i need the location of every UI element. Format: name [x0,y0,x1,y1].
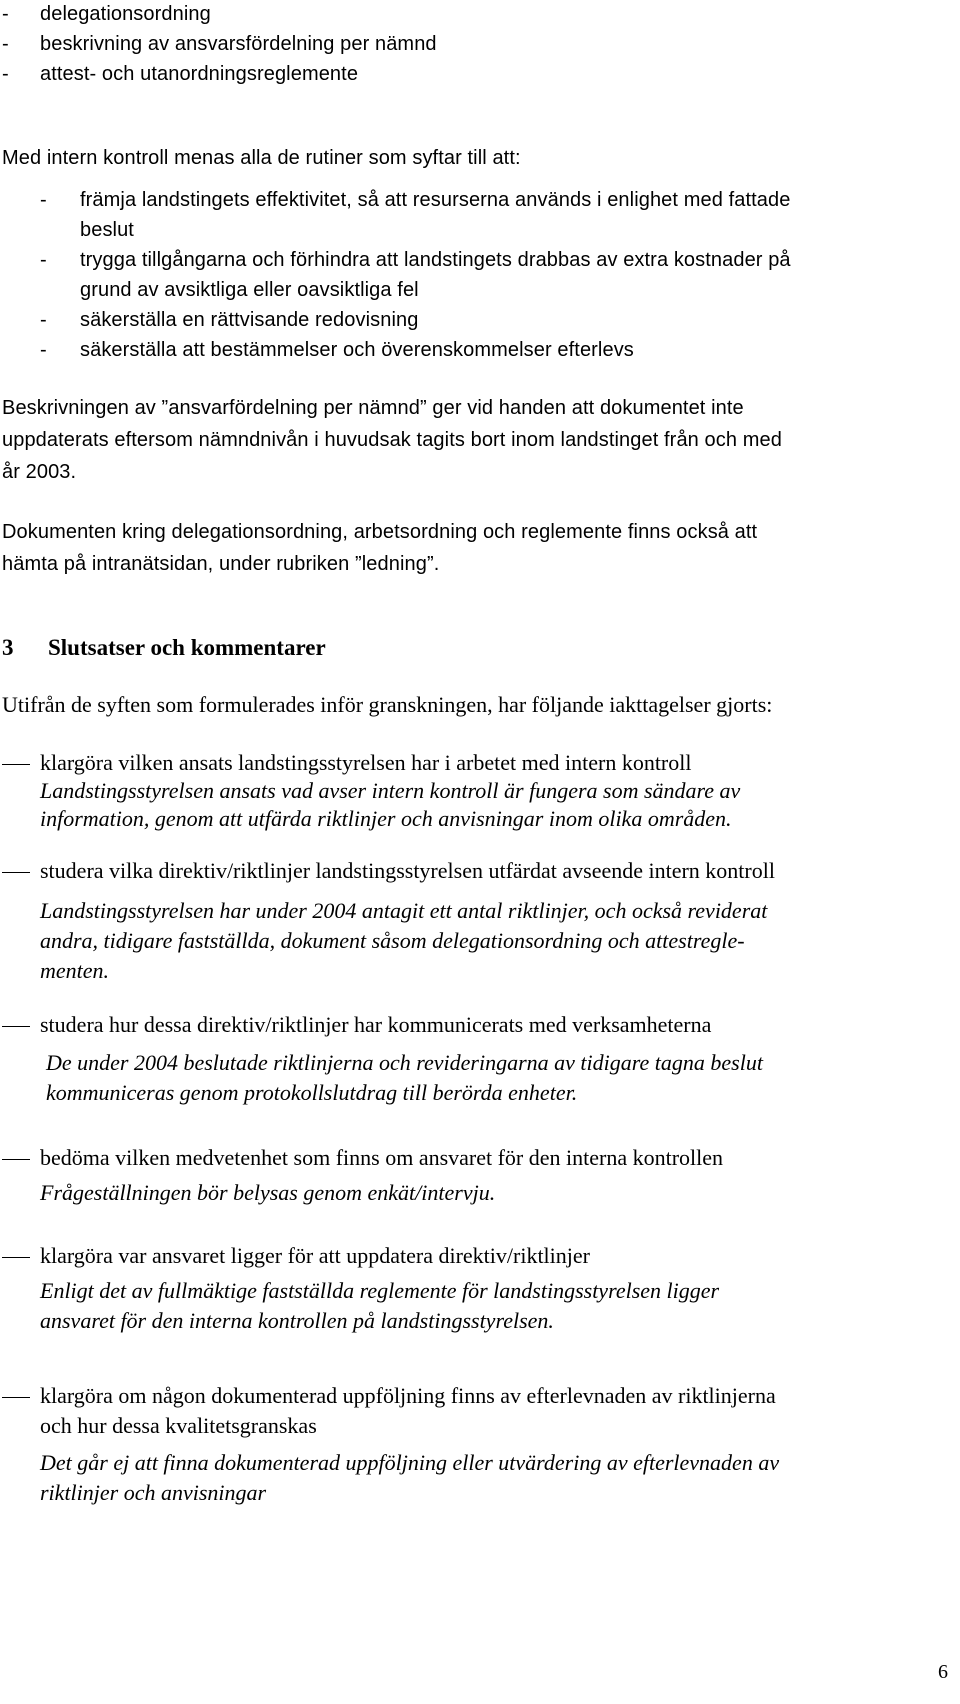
finding-answer: ansvaret för den interna kontrollen på landstingsstyrelsen. [40,1308,554,1333]
finding-answer: information, genom att utfärda riktlinjer och anvisningar inom olika områden. [40,806,732,831]
finding-answer: Frågeställningen bör belysas genom enkät/intervju. [40,1180,496,1205]
finding-answer: Landstingsstyrelsen har under 2004 antagit ett antal riktlinjer, och också reviderat [40,898,768,923]
finding-question: och hur dessa kvalitetsgranskas [40,1413,317,1438]
finding-question: bedöma vilken medvetenhet som finns om ansvaret för den interna kontrollen [40,1145,724,1170]
list-dash: - [2,33,9,55]
finding-question: klargöra om någon dokumenterad uppföljning finns av efterlevnaden av riktlinjerna [40,1383,776,1408]
paragraph-line: uppdaterats eftersom nämndnivån i huvudsak tagits bort inom landstinget från och med [2,429,782,451]
finding-answer: riktlinjer och anvisningar [40,1480,267,1505]
list-dash: - [40,309,47,331]
list-dash: - [40,339,47,361]
finding-answer: kommuniceras genom protokollslutdrag till berörda enheter. [46,1080,578,1105]
list-dash: - [2,3,9,25]
section-intro: Utifrån de syften som formulerades inför granskningen, har följande iakttagelser gjorts: [2,692,773,717]
page-number: 6 [938,1661,948,1683]
list-dash: - [2,63,9,85]
em-dash-bullet [2,872,30,873]
paragraph-line: Dokumenten kring delegationsordning, arbetsordning och reglemente finns också att [2,521,758,543]
paragraph-line: år 2003. [2,461,77,483]
section-number: 3 [2,635,14,660]
section-title: Slutsatser och kommentarer [48,635,326,660]
em-dash-bullet [2,1397,30,1398]
paragraph-line: Beskrivningen av ”ansvarfördelning per nämnd” ger vid handen att dokumentet inte [2,397,744,419]
list-item-continued: grund av avsiktliga eller oavsiktliga fel [80,279,419,301]
finding-answer: andra, tidigare fastställda, dokument såsom delegationsordning och attestregle- [40,928,745,953]
list-item: delegationsordning [40,3,211,25]
finding-answer: Landstingsstyrelsen ansats vad avser intern kontroll är fungera som sändare av [40,778,741,803]
list-item: trygga tillgångarna och förhindra att landstingets drabbas av extra kostnader på [80,249,791,271]
finding-question: studera hur dessa direktiv/riktlinjer har kommunicerats med verksamheterna [40,1012,712,1037]
paragraph-line: hämta på intranätsidan, under rubriken ”ledning”. [2,553,440,575]
list-dash: - [40,249,47,271]
list-dash: - [40,189,47,211]
finding-question: klargöra vilken ansats landstingsstyrelsen har i arbetet med intern kontroll [40,750,692,775]
list-item-continued: beslut [80,219,134,241]
finding-answer: De under 2004 beslutade riktlinjerna och revideringarna av tidigare tagna beslut [46,1050,763,1075]
finding-answer: Det går ej att finna dokumenterad uppföljning eller utvärdering av efterlevnaden av [40,1450,780,1475]
purpose-intro: Med intern kontroll menas alla de rutiner som syftar till att: [2,147,521,169]
em-dash-bullet [2,1159,30,1160]
finding-question: klargöra var ansvaret ligger för att uppdatera direktiv/riktlinjer [40,1243,590,1268]
list-item: beskrivning av ansvarsfördelning per nämnd [40,33,437,55]
finding-answer: menten. [40,958,110,983]
em-dash-bullet [2,1026,30,1027]
list-item: säkerställa en rättvisande redovisning [80,309,419,331]
list-item: attest- och utanordningsreglemente [40,63,359,85]
finding-question: studera vilka direktiv/riktlinjer landstingsstyrelsen utfärdat avseende intern kontroll [40,858,775,883]
finding-answer: Enligt det av fullmäktige fastställda reglemente för landstingsstyrelsen ligger [40,1278,720,1303]
em-dash-bullet [2,1257,30,1258]
em-dash-bullet [2,764,30,765]
list-item: främja landstingets effektivitet, så att resurserna används i enlighet med fattade [80,189,791,211]
list-item: säkerställa att bestämmelser och överenskommelser efterlevs [80,339,634,361]
